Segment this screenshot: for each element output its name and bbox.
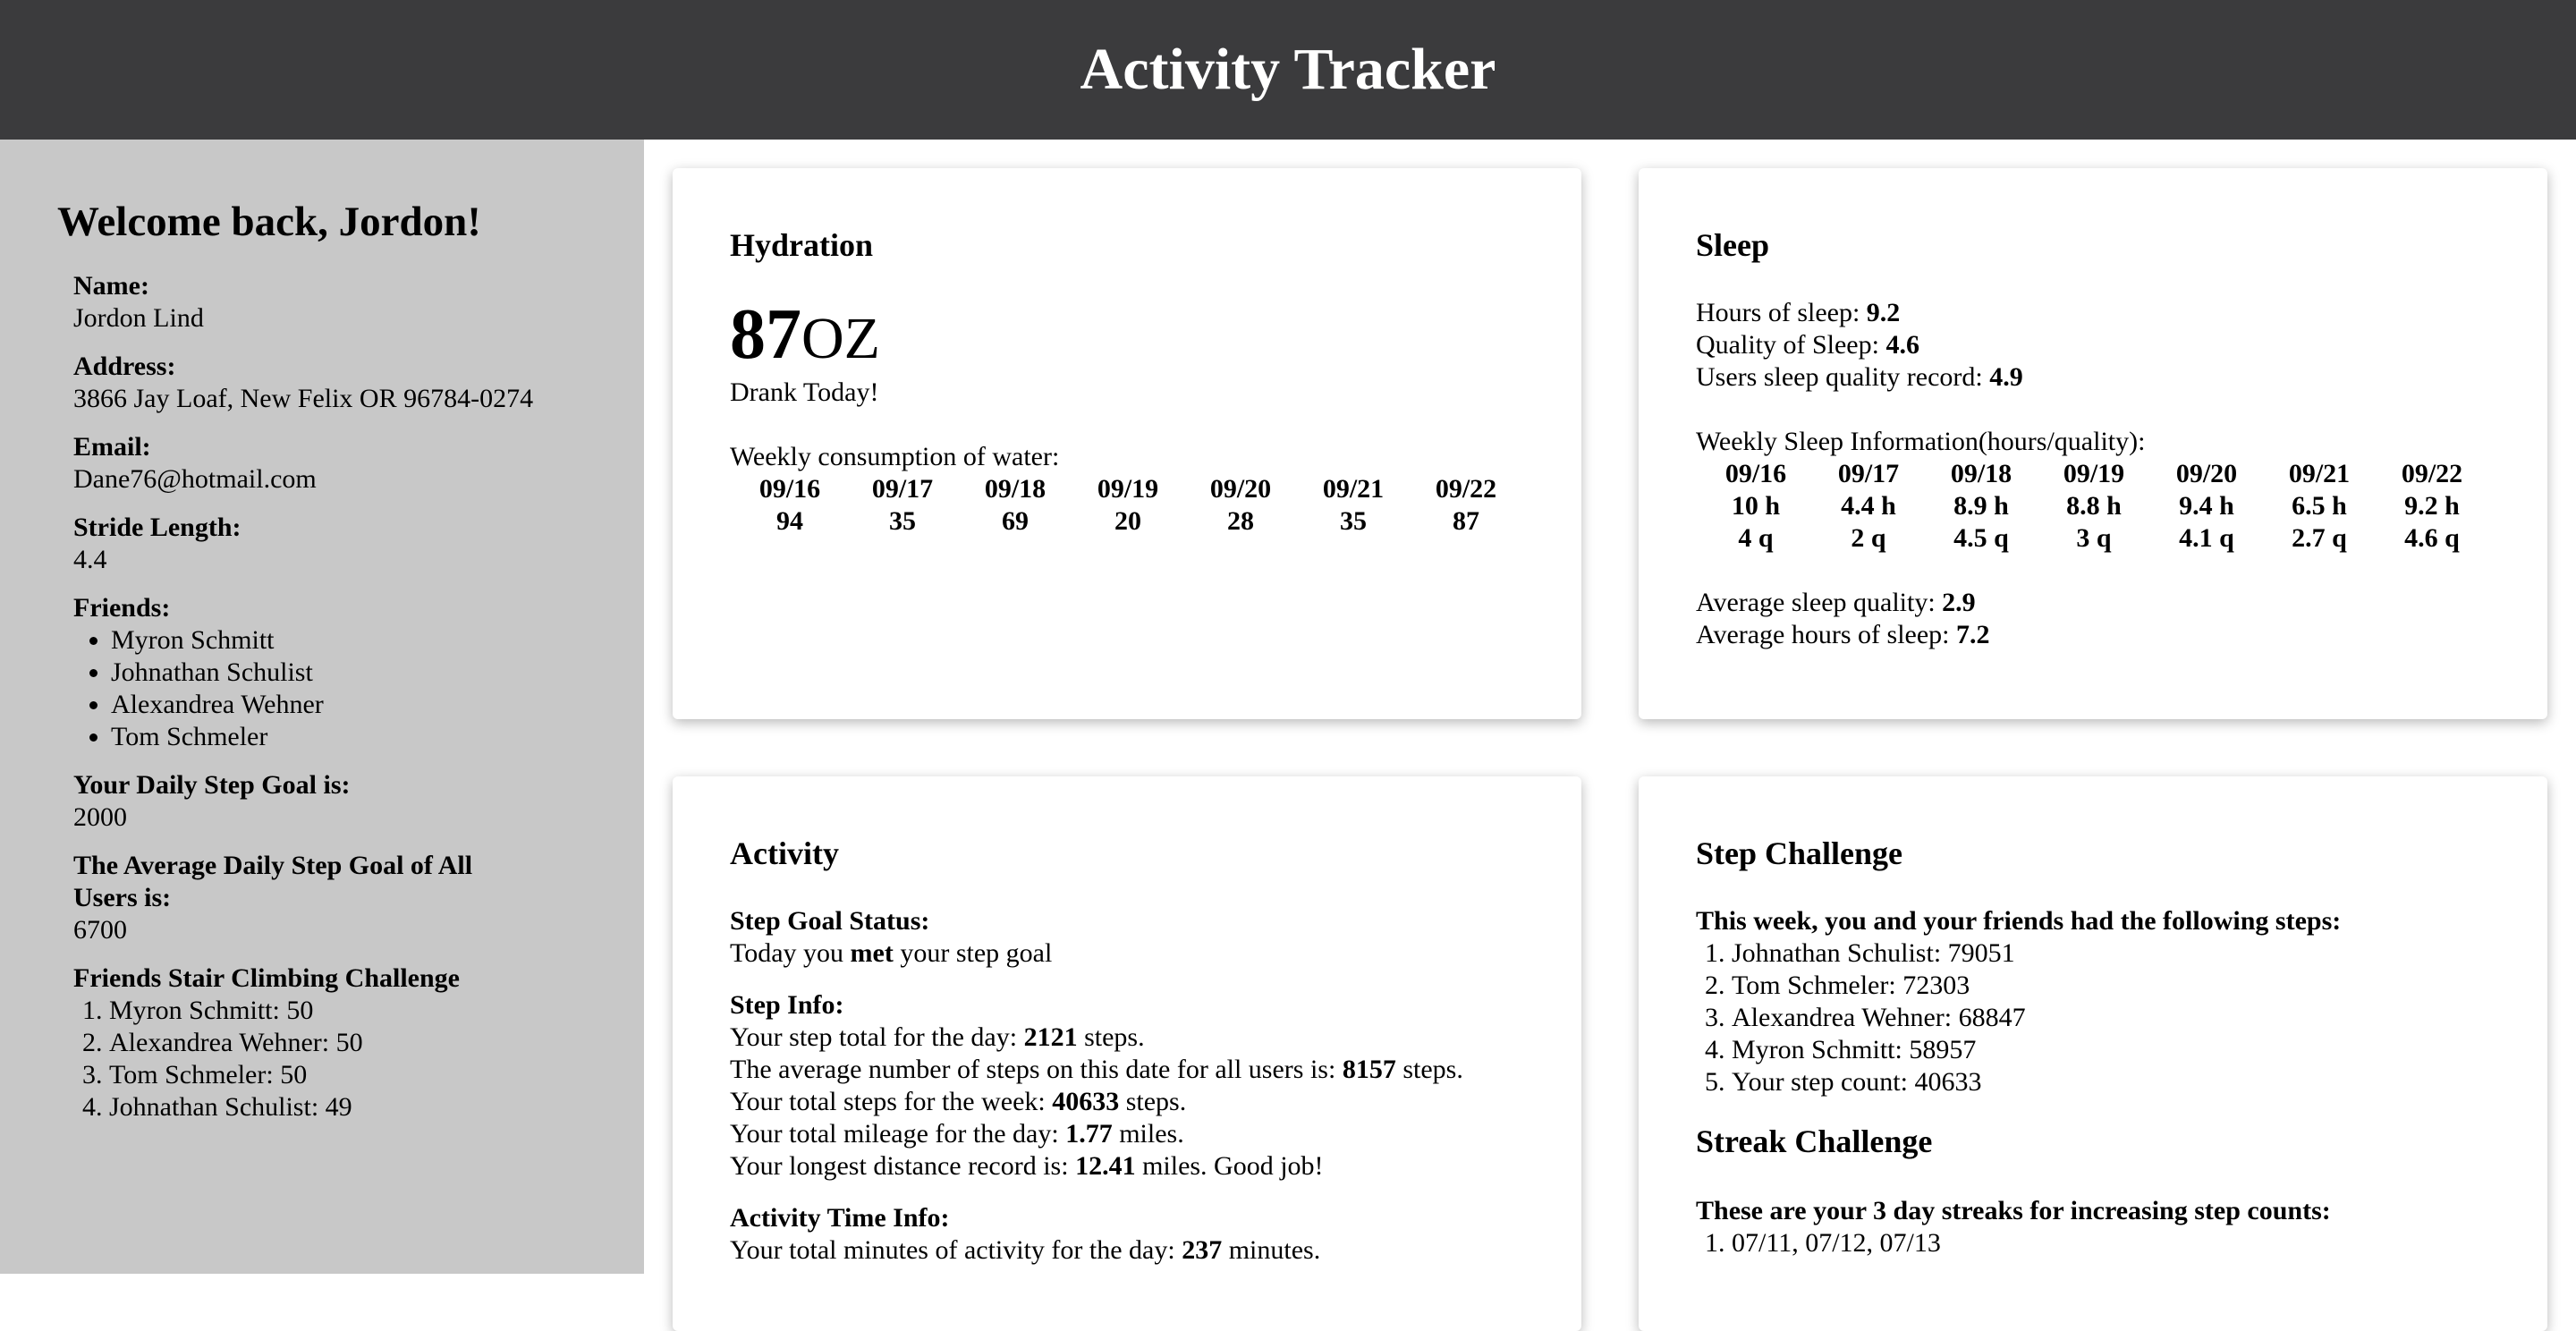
date-cell: 09/20: [1209, 474, 1272, 504]
activity-card: [673, 776, 1581, 1331]
address-label: Address:: [73, 352, 176, 381]
step-challenge-card: [1639, 776, 2547, 1331]
ounces-cell: 20: [1114, 506, 1141, 536]
hours-cell: 10 h: [1731, 491, 1781, 521]
quality-cell: 4.1 q: [2179, 523, 2234, 553]
stair-item: 2. Alexandrea Wehner: 50: [109, 1027, 538, 1059]
app-header: [0, 0, 2576, 140]
quality-cell: 4.6 q: [2404, 523, 2460, 553]
sleep-record-value: 4.9: [1989, 362, 2023, 392]
quality-cell: 2.7 q: [2292, 523, 2347, 553]
activity-minutes-pre: Your total minutes of activity for the day:: [730, 1235, 1182, 1265]
step-goal-block: [73, 769, 538, 834]
avg-steps-value: 8157: [1342, 1055, 1396, 1084]
week-steps-pre: Your total steps for the week:: [730, 1087, 1053, 1116]
sleep-hours-value: 9.2: [1866, 298, 1901, 327]
stair-item: 4. Johnathan Schulist: 49: [109, 1091, 538, 1123]
date-cell: 09/20: [2175, 459, 2238, 488]
day-step-total-pre: Your step total for the day:: [730, 1022, 1024, 1052]
hydration-weekly-table: [733, 473, 1522, 538]
step-ranking-item: 5. Your step count: 40633: [1732, 1066, 2490, 1098]
date-cell: 09/18: [984, 474, 1046, 504]
step-goal-value: 2000: [73, 802, 127, 832]
longest-distance-value: 12.41: [1075, 1151, 1136, 1181]
step-ranking-list: [1696, 937, 2490, 1098]
hours-cell: 6.5 h: [2292, 491, 2347, 521]
hours-cell: 8.8 h: [2066, 491, 2122, 521]
avg-steps: [730, 1054, 1524, 1086]
date-cell: 09/22: [1435, 474, 1497, 504]
hydration-today-unit: OZ: [801, 306, 880, 371]
sleep-quality-value: 4.6: [1885, 330, 1919, 360]
friend-item: • Myron Schmitt: [111, 624, 538, 657]
hours-cell: 9.4 h: [2179, 491, 2234, 521]
stair-challenge-label: Friends Stair Climbing Challenge: [73, 963, 460, 993]
goal-status-post: your step goal: [893, 938, 1053, 968]
sleep-avg-hours-value: 7.2: [1956, 620, 1990, 649]
friends-label: Friends:: [73, 593, 171, 623]
hydration-dates-row: [733, 473, 1522, 505]
ounces-cell: 35: [1340, 506, 1367, 536]
step-ranking-item: 2. Tom Schmeler: 72303: [1732, 970, 2490, 1002]
day-mileage: [730, 1118, 1524, 1150]
goal-status-pre: Today you: [730, 938, 851, 968]
step-ranking-item: 4. Myron Schmitt: 58957: [1732, 1034, 2490, 1066]
step-ranking-item: 1. Johnathan Schulist: 79051: [1732, 937, 2490, 970]
stride-label: Stride Length:: [73, 513, 242, 542]
activity-minutes-post: minutes.: [1222, 1235, 1321, 1265]
ounces-cell: 94: [776, 506, 803, 536]
name-value: Jordon Lind: [73, 303, 204, 333]
date-cell: 09/19: [2063, 459, 2125, 488]
sleep-avg-hours: [1696, 619, 2490, 651]
step-info-label: Step Info:: [730, 990, 844, 1020]
friend-item: • Johnathan Schulist: [111, 657, 538, 689]
sleep-quality-label: Quality of Sleep:: [1696, 330, 1886, 360]
date-cell: 09/17: [871, 474, 934, 504]
sleep-avg-quality-label: Average sleep quality:: [1696, 588, 1943, 617]
stride-block: [73, 512, 538, 576]
sleep-record: [1696, 361, 2490, 394]
friend-item: • Alexandrea Wehner: [111, 689, 538, 721]
hydration-today-caption: Drank Today!: [730, 377, 879, 407]
sleep-avg-quality: [1696, 587, 2490, 619]
hours-cell: 8.9 h: [1953, 491, 2009, 521]
sleep-weekly-label: Weekly Sleep Information(hours/quality):: [1696, 427, 2146, 456]
avg-goal-value: 6700: [73, 915, 127, 945]
date-cell: 09/16: [1724, 459, 1787, 488]
week-steps-post: steps.: [1119, 1087, 1187, 1116]
app-title: Activity Tracker: [1080, 37, 1496, 102]
ounces-cell: 87: [1453, 506, 1479, 536]
sleep-dates-row: [1699, 458, 2488, 490]
hydration-card: [673, 168, 1581, 719]
day-step-total-value: 2121: [1023, 1022, 1078, 1052]
week-steps: [730, 1086, 1524, 1118]
step-challenge-intro: This week, you and your friends had the following steps:: [1696, 906, 2342, 936]
day-mileage-pre: Your total mileage for the day:: [730, 1119, 1066, 1149]
streak-intro: These are your 3 day streaks for increasing step counts:: [1696, 1196, 2331, 1225]
sleep-hours: [1696, 297, 2490, 329]
name-block: [73, 270, 538, 335]
friends-list: [73, 624, 538, 753]
quality-cell: 4 q: [1738, 523, 1774, 553]
friend-item: • Tom Schmeler: [111, 721, 538, 753]
step-goal-label: Your Daily Step Goal is:: [73, 770, 351, 800]
week-steps-value: 40633: [1052, 1087, 1120, 1116]
day-mileage-value: 1.77: [1065, 1119, 1113, 1149]
sleep-quality-row: [1699, 522, 2488, 555]
address-value: 3866 Jay Loaf, New Felix OR 96784-0274: [73, 384, 534, 413]
date-cell: 09/21: [2288, 459, 2351, 488]
sleep-weekly-table: [1699, 458, 2488, 555]
date-cell: 09/17: [1837, 459, 1900, 488]
quality-cell: 2 q: [1851, 523, 1886, 553]
longest-distance: [730, 1150, 1524, 1183]
longest-distance-pre: Your longest distance record is:: [730, 1151, 1076, 1181]
sleep-avg-quality-value: 2.9: [1942, 588, 1976, 617]
welcome-heading: Welcome back, Jordon!: [57, 199, 481, 245]
ounces-cell: 69: [1002, 506, 1029, 536]
activity-minutes: [730, 1234, 1524, 1267]
streak-challenge-title: Streak Challenge: [1696, 1123, 1933, 1159]
avg-goal-block: [73, 850, 538, 946]
quality-cell: 4.5 q: [1953, 523, 2009, 553]
hydration-ounces-row: [733, 505, 1522, 538]
sleep-avg-hours-label: Average hours of sleep:: [1696, 620, 1957, 649]
streak-list: [1696, 1227, 2490, 1259]
sleep-card: [1639, 168, 2547, 719]
date-cell: 09/16: [758, 474, 821, 504]
address-block: [73, 351, 538, 415]
email-block: [73, 431, 538, 496]
day-step-total: [730, 1022, 1524, 1054]
time-info-label: Activity Time Info:: [730, 1203, 950, 1233]
day-mileage-post: miles.: [1112, 1119, 1184, 1149]
stride-value: 4.4: [73, 545, 107, 574]
sleep-quality: [1696, 329, 2490, 361]
user-sidebar: [0, 140, 644, 1274]
sleep-title: Sleep: [1696, 227, 1770, 263]
hydration-weekly-label: Weekly consumption of water:: [730, 442, 1060, 471]
date-cell: 09/18: [1950, 459, 2012, 488]
avg-steps-post: steps.: [1395, 1055, 1463, 1084]
avg-steps-pre: The average number of steps on this date for all users is:: [730, 1055, 1343, 1084]
day-step-total-post: steps.: [1077, 1022, 1145, 1052]
streak-item: 1. 07/11, 07/12, 07/13: [1732, 1227, 2490, 1259]
avg-goal-label: The Average Daily Step Goal of All Users is:: [73, 851, 473, 912]
ounces-cell: 28: [1227, 506, 1254, 536]
sleep-hours-row: [1699, 490, 2488, 522]
stair-challenge-list: [73, 995, 538, 1123]
quality-cell: 3 q: [2076, 523, 2112, 553]
activity-title: Activity: [730, 835, 839, 871]
step-challenge-title: Step Challenge: [1696, 835, 1903, 871]
name-label: Name:: [73, 271, 149, 301]
hydration-title: Hydration: [730, 227, 874, 263]
email-label: Email:: [73, 432, 151, 462]
sleep-hours-label: Hours of sleep:: [1696, 298, 1867, 327]
stair-item: 3. Tom Schmeler: 50: [109, 1059, 538, 1091]
sleep-record-label: Users sleep quality record:: [1696, 362, 1990, 392]
goal-status-text: [730, 937, 1524, 970]
date-cell: 09/19: [1097, 474, 1159, 504]
activity-minutes-value: 237: [1182, 1235, 1223, 1265]
hours-cell: 4.4 h: [1841, 491, 1896, 521]
date-cell: 09/22: [2401, 459, 2463, 488]
step-ranking-item: 3. Alexandrea Wehner: 68847: [1732, 1002, 2490, 1034]
longest-distance-post: miles. Good job!: [1135, 1151, 1324, 1181]
ounces-cell: 35: [889, 506, 916, 536]
goal-status-word: met: [850, 938, 894, 968]
stair-challenge-block: [73, 962, 538, 1123]
hydration-today: [730, 297, 1524, 377]
hours-cell: 9.2 h: [2404, 491, 2460, 521]
goal-status-label: Step Goal Status:: [730, 906, 930, 936]
stair-item: 1. Myron Schmitt: 50: [109, 995, 538, 1027]
email-value: Dane76@hotmail.com: [73, 464, 317, 494]
friends-block: [73, 592, 538, 753]
date-cell: 09/21: [1322, 474, 1385, 504]
hydration-today-value: 87: [730, 295, 801, 374]
